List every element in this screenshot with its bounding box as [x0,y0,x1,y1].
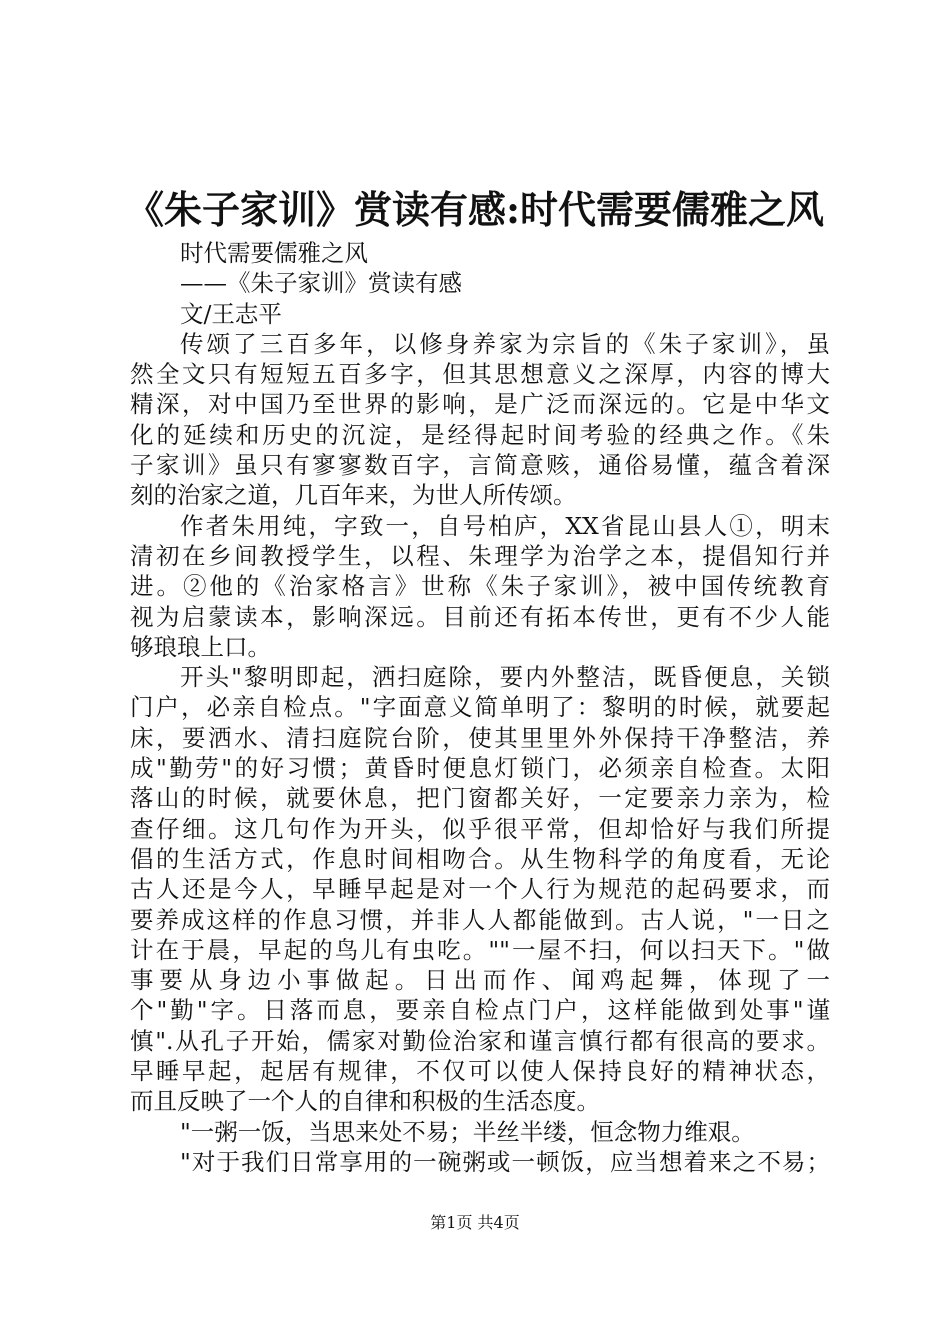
text-line: "对于我们日常享用的一碗粥或一顿饭，应当想着来之不易； [180,1147,830,1176]
document-body [130,238,830,1177]
text-line: 够琅琅上口。 [130,632,271,661]
text-line: 然全文只有短短五百多字，但其思想意义之深厚，内容的博大 [130,360,830,389]
text-line: 门户，必亲自检点。"字面意义简单明了：黎明的时候，就要起 [130,693,830,722]
text-line: 成"勤劳"的好习惯；黄昏时便息灯锁门，必须亲自检查。太阳 [130,754,830,783]
text-line: 时代需要儒雅之风 [180,239,368,267]
text-line: 慎".从孔子开始，儒家对勤俭治家和谨言慎行都有很高的要求。 [130,1026,830,1055]
text-line: 计在于晨，早起的鸟儿有虫吃。""一屋不扫，何以扫天下。"做 [130,935,830,964]
text-line: 文/王志平 [180,299,282,328]
text-line: "一粥一饭，当思来处不易；半丝半缕，恒念物力维艰。 [180,1117,755,1146]
text-line: 事要从身边小事做起。日出而作、闻鸡起舞，体现了一 [130,966,830,995]
text-line: 进。②他的《治家格言》世称《朱子家训》，被中国传统教育 [130,572,830,601]
text-line: 查仔细。这几句作为开头，似乎很平常，但却恰好与我们所提 [130,814,830,843]
text-line: 早睡早起，起居有规律，不仅可以使人保持良好的精神状态， [130,1057,830,1086]
text-line: 刻的治家之道，几百年来，为世人所传颂。 [130,481,577,510]
text-line: 床，要洒水、清扫庭院台阶，使其里里外外保持干净整洁，养 [130,723,830,752]
page-footer: 第1页 共4页 [430,1213,520,1232]
text-line: 而且反映了一个人的自律和积极的生活态度。 [130,1087,600,1116]
text-line: 传颂了三百多年，以修身养家为宗旨的《朱子家训》，虽 [180,329,830,358]
text-line: 精深，对中国乃至世界的影响，是广泛而深远的。它是中华文 [130,390,830,419]
text-line: 子家训》虽只有寥寥数百字，言简意赅，通俗易懂，蕴含着深 [130,451,830,480]
text-line: 开头"黎明即起，洒扫庭除，要内外整洁，既昏便息，关锁 [180,663,830,692]
text-line: ——《朱子家训》赏读有感 [180,269,462,298]
text-line: 要养成这样的作息习惯，并非人人都能做到。古人说，"一日之 [130,905,830,934]
text-line: 化的延续和历史的沉淀，是经得起时间考验的经典之作。《朱 [130,420,830,449]
text-line: 落山的时候，就要休息，把门窗都关好，一定要亲力亲为，检 [130,784,830,813]
text-line: 清初在乡间教授学生，以程、朱理学为治学之本，提倡知行并 [130,541,830,570]
text-line: 个"勤"字。日落而息，要亲自检点门户，这样能做到处事"谨 [130,996,830,1025]
document-title: 《朱子家训》赏读有感:时代需要儒雅之风 [125,187,825,232]
text-line: 古人还是今人，早睡早起是对一个人行为规范的起码要求，而 [130,875,830,904]
text-line: 倡的生活方式，作息时间相吻合。从生物科学的角度看，无论 [130,844,830,873]
text-line: 视为启蒙读本，影响深远。目前还有拓本传世，更有不少人能 [130,602,830,631]
text-line: 作者朱用纯，字致一，自号柏庐，XX省昆山县人①，明末 [180,511,830,540]
